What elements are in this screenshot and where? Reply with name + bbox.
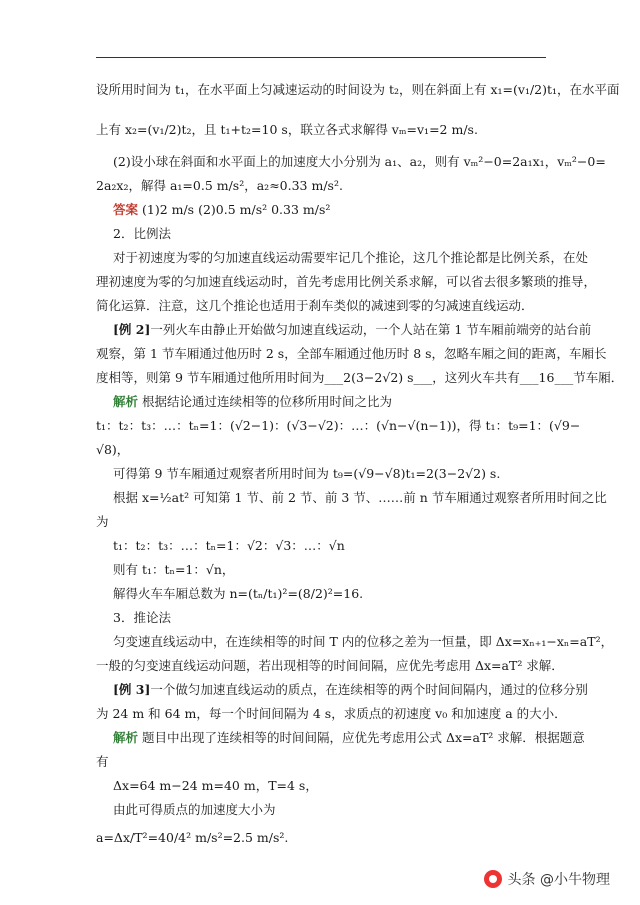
line-text: √8)， [96,442,130,457]
text-line [96,417,581,435]
line-text: 有 [96,754,109,769]
header-rule [96,57,546,58]
watermark-text: 头条 @小牛物理 [507,872,610,888]
text-line [113,537,546,555]
line-text: 则有 t₁：tₙ=1：√n， [113,562,235,577]
watermark [484,866,610,892]
text-line [96,829,546,847]
line-text: a=Δx/T²=40/4² m/s²=2.5 m/s². [96,830,289,845]
text-line [113,393,546,411]
line-text: 2a₂x₂，解得 a₁=0.5 m/s²，a₂≈0.33 m/s². [96,178,343,193]
line-text: 由此可得质点的加速度大小为 [113,802,276,817]
line-text: 题目中出现了连续相等的时间间隔，应优先考虑用公式 Δx=aT² 求解．根据题意 [138,730,585,745]
line-text: 一个做匀加速直线运动的质点，在连续相等的两个时间间隔内，通过的位移分别 [150,682,588,697]
line-text: 设所用时间为 t₁，在水平面上匀减速运动的时间设为 t₂，则在斜面上有 x₁=(v₁/2)t₁，在水平面 [96,82,620,97]
line-text: 2．比例法 [113,226,171,241]
text-line [113,153,606,171]
line-text: 根据 x=½at² 可知第 1 节、前 2 节、前 3 节、……前 n 节车厢通过观察者所用时间之比 [113,490,607,505]
line-text: t₁：t₂：t₃：…：tₙ=1：(√2−1)：(√3−√2)：…：(√n−√(n−1))，得 t₁：t₉=1：(√9− [96,418,581,433]
line-label: 解析 [113,394,139,409]
line-text: 简化运算．注意，这几个推论也适用于刹车类似的减速到零的匀减速直线运动． [96,298,534,313]
line-text: 观察，第 1 节车厢通过他历时 2 s，全部车厢通过他历时 8 s，忽略车厢之间的距离，车厢长 [96,346,607,361]
line-text: (1)2 m/s (2)0.5 m/s² 0.33 m/s² [138,202,331,217]
text-line [96,441,546,459]
line-text: (2)设小球在斜面和水平面上的加速度大小分别为 a₁、a₂，则有 vₘ²−0=2a₁x₁，vₘ²−0= [113,154,606,169]
text-line [113,681,588,699]
line-text: 根据结论通过连续相等的位移所用时间之比为 [138,394,392,409]
line-label: [例 2] [113,322,151,337]
text-line [96,121,546,139]
text-line [96,513,546,531]
text-line [113,777,546,795]
line-text: 解得火车车厢总数为 n=(tₙ/t₁)²=(8/2)²=16. [113,586,364,601]
line-label: 解析 [113,730,139,745]
text-line [113,225,546,243]
line-text: 一列火车由静止开始做匀加速直线运动，一个人站在第 1 节车厢前端旁的站台前 [150,322,592,337]
text-line [113,489,607,507]
text-line [113,561,546,579]
line-label: [例 3] [113,682,151,697]
text-line [113,801,546,819]
line-text: 度相等，则第 9 节车厢通过他所用时间为___2(3−2√2) s___，这列火车共有___16___节车厢． [96,370,624,385]
line-text: 为 [96,514,109,529]
text-line [96,177,546,195]
text-line [113,633,614,651]
line-text: 上有 x₂=(v₁/2)t₂，且 t₁+t₂=10 s，联立各式求解得 vₘ=v₁=2 m/s. [96,122,478,137]
text-line [113,585,546,603]
line-text: Δx=64 m−24 m=40 m，T=4 s， [113,778,318,793]
text-line [96,369,624,387]
text-line [113,729,585,747]
line-label: 答案 [113,202,139,217]
text-line [113,609,546,627]
text-line [113,249,589,267]
text-line [96,753,546,771]
text-line [113,465,546,483]
line-text: 匀变速直线运动中，在连续相等的时间 T 内的位移之差为一恒量，即 Δx=xₙ₊₁−xₙ=aT²， [113,634,614,649]
line-text: 为 24 m 和 64 m，每一个时间间隔为 4 s，求质点的初速度 v₀ 和加速度 a 的大小． [96,706,567,721]
text-line [113,321,592,339]
line-text: 对于初速度为零的匀加速直线运动需要牢记几个推论，这几个推论都是比例关系，在处 [113,250,589,265]
line-text: 可得第 9 节车厢通过观察者所用时间为 t₉=(√9−√8)t₁=2(3−2√2) s. [113,466,501,481]
line-text: t₁：t₂：t₃：…：tₙ=1：√2：√3：…：√n [113,538,345,553]
text-line [96,297,546,315]
text-line [96,81,620,99]
text-line [113,201,546,219]
text-line [96,657,564,675]
line-text: 理初速度为零的匀加速直线运动时，首先考虑用比例关系求解，可以省去很多繁琐的推导， [96,274,597,289]
text-line [96,273,597,291]
text-line [96,705,567,723]
line-text: 3．推论法 [113,610,171,625]
line-text: 一般的匀变速直线运动问题，若出现相等的时间间隔，应优先考虑用 Δx=aT² 求解． [96,658,564,673]
text-line [96,345,607,363]
toutiao-logo-icon [484,870,502,888]
